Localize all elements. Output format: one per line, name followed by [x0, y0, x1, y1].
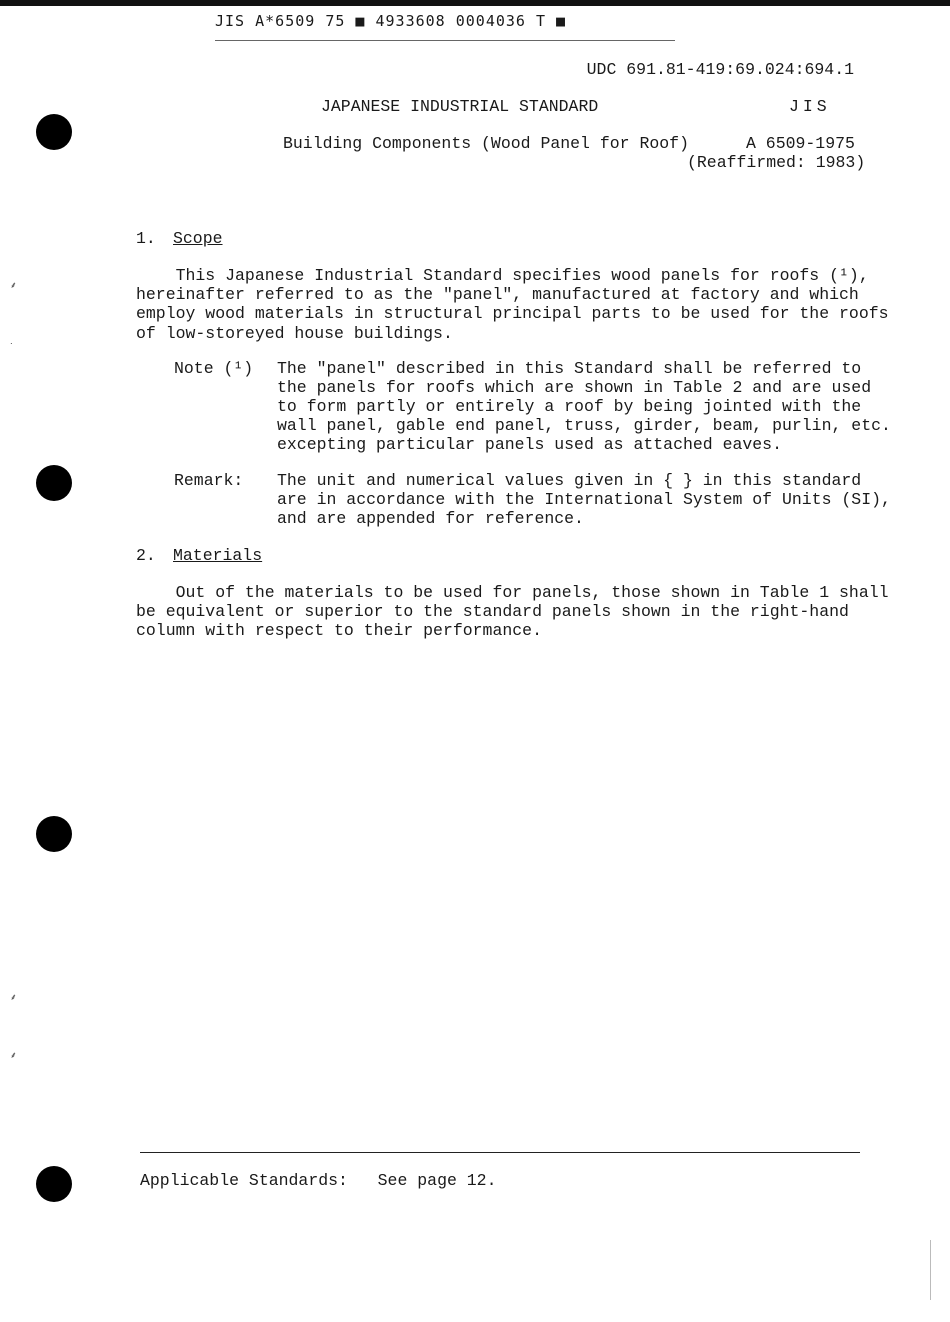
punch-hole	[36, 816, 72, 852]
document-title: Building Components (Wood Panel for Roof)	[283, 134, 689, 153]
standard-name: JAPANESE INDUSTRIAL STANDARD	[321, 97, 599, 116]
jis-mark: JIS	[789, 97, 831, 116]
punch-hole	[36, 1166, 72, 1202]
applicable-standards	[140, 1171, 496, 1190]
note-label: Note (¹)	[174, 359, 254, 378]
section-number: 2.	[136, 546, 156, 565]
section-title-scope: Scope	[173, 229, 223, 248]
footnote-rule	[140, 1152, 860, 1153]
top-scan-border	[0, 0, 950, 6]
note-text: The "panel" described in this Standard shall be referred to the panels for roofs which are shown in Table 2 and are used to form partly or entirely a roof by being jointed with the wall panel, gable end panel, truss, girder, beam, purlin, etc. excepting particular panels used as attached eaves.	[277, 359, 891, 454]
scan-speck: ⸙	[10, 281, 17, 291]
standard-number: A 6509-1975	[746, 134, 855, 153]
remark-label: Remark:	[174, 471, 244, 490]
scan-speck: ⸙	[10, 1051, 17, 1061]
punch-hole	[36, 114, 72, 150]
section-title-materials: Materials	[173, 546, 263, 565]
scan-speck: ᐧ	[10, 340, 13, 350]
section-number: 1.	[136, 229, 156, 248]
applicable-standards-label: Applicable Standards:	[140, 1171, 348, 1190]
udc-code: UDC 691.81-419:69.024:694.1	[586, 60, 854, 79]
punch-hole	[36, 465, 72, 501]
scan-speck: ⸙	[10, 993, 17, 1003]
materials-paragraph: Out of the materials to be used for panels, those shown in Table 1 shall be equivalent or superior to the standard panels shown in the right-hand column with respect to their performance.	[136, 583, 889, 641]
applicable-standards-value: See page 12.	[377, 1171, 497, 1190]
scan-edge-mark	[930, 1240, 931, 1300]
scan-header-rule	[215, 40, 675, 41]
remark-text: The unit and numerical values given in { } in this standard are in accordance with the International System of Units (SI), and are appended for reference.	[277, 471, 891, 528]
scope-paragraph: This Japanese Industrial Standard specifies wood panels for roofs (¹), hereinafter referred to as the "panel", manufactured at factory and which employ wood materials in structural principal parts to be used for the roofs of low-storeyed house buildings.	[136, 266, 889, 343]
reaffirmed-date: (Reaffirmed: 1983)	[687, 153, 866, 172]
scan-header-code: JIS A*6509 75 ■ 4933608 0004036 T ■	[215, 12, 567, 30]
